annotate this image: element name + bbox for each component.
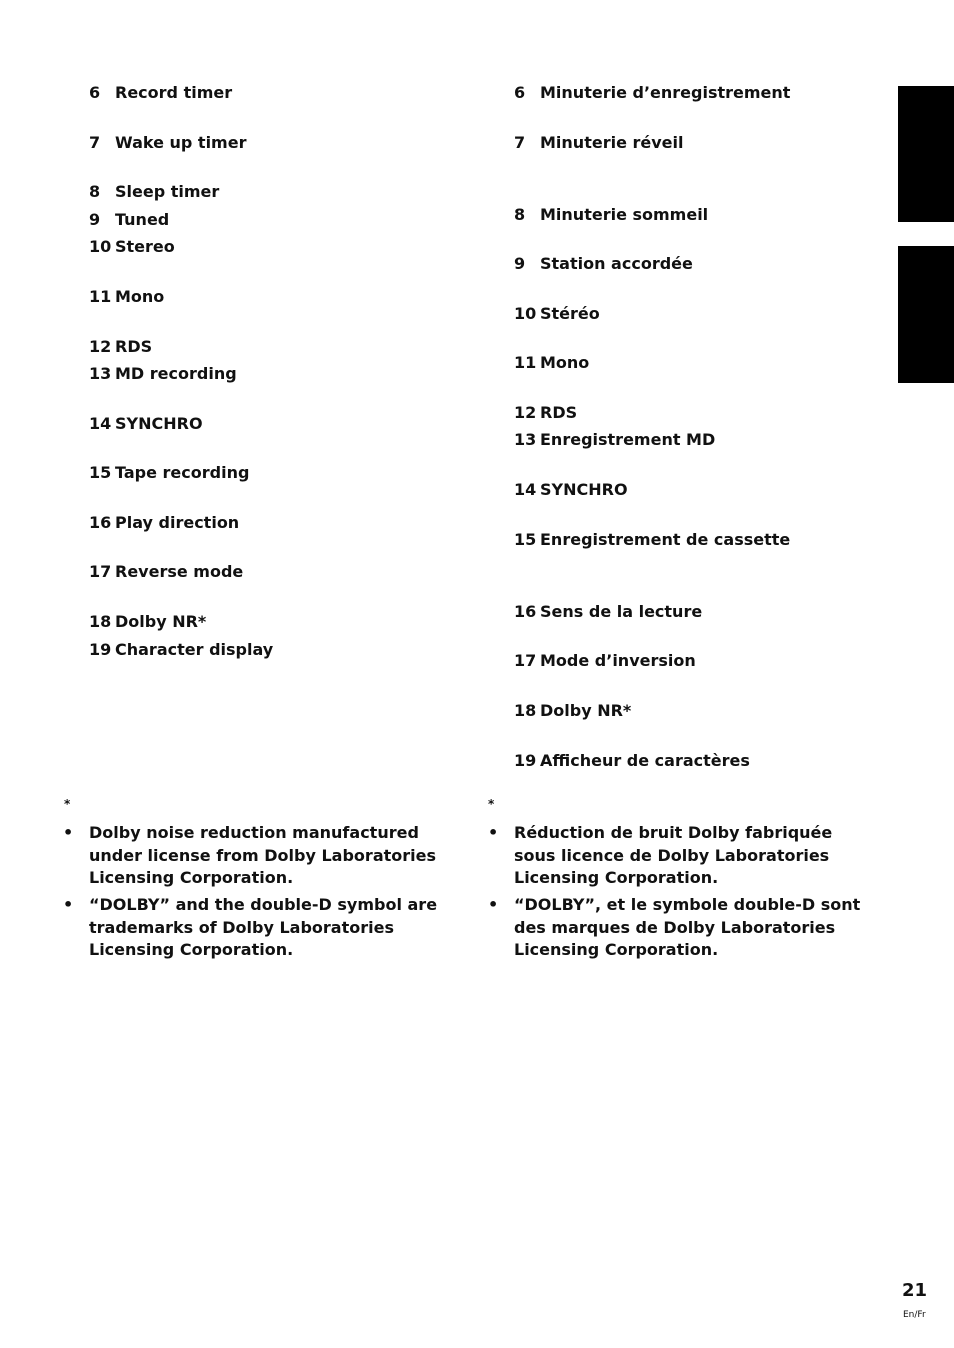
item-label: Tape recording xyxy=(115,463,250,482)
item-number: 17 xyxy=(89,562,112,581)
page-number: 21 xyxy=(902,1280,928,1301)
bullet-glyph: • xyxy=(488,895,499,914)
footnote-text: “DOLBY”, et le symbole double-D sont des marques de Dolby Laboratories Licensing Corporation. xyxy=(514,895,861,959)
item-label: Enregistrement de cassette xyxy=(540,530,791,549)
item-label: Dolby NR* xyxy=(540,701,632,720)
item-number: 11 xyxy=(89,287,112,306)
item-label: Mode d’inversion xyxy=(540,651,696,670)
item-label: Record timer xyxy=(115,83,233,102)
item-number: 19 xyxy=(514,751,537,770)
item-label: SYNCHRO xyxy=(540,480,628,499)
item-label: Minuterie sommeil xyxy=(540,205,709,224)
bullet-glyph: • xyxy=(63,823,74,842)
side-tab-english xyxy=(898,86,954,222)
item-label: RDS xyxy=(115,337,153,356)
footnote-text: Dolby noise reduction manufactured under license from Dolby Laboratories Licensing Corporation. xyxy=(89,823,436,887)
footnote-text: “DOLBY” and the double-D symbol are trademarks of Dolby Laboratories Licensing Corporation. xyxy=(89,895,438,959)
item-number: 9 xyxy=(514,254,526,273)
item-number: 8 xyxy=(514,205,526,224)
item-number: 10 xyxy=(89,237,112,256)
item-number: 18 xyxy=(89,612,112,631)
item-label: Sleep timer xyxy=(115,182,220,201)
item-label: Minuterie d’enregistrement xyxy=(540,83,791,102)
item-number: 17 xyxy=(514,651,537,670)
item-label: Character display xyxy=(115,640,274,659)
item-number: 9 xyxy=(89,210,101,229)
item-label: SYNCHRO xyxy=(115,414,203,433)
footnote-bullet xyxy=(63,894,449,962)
item-number: 7 xyxy=(89,133,101,152)
item-label: Tuned xyxy=(115,210,170,229)
item-number: 12 xyxy=(89,337,112,356)
item-number: 16 xyxy=(514,602,537,621)
item-label: Stéréo xyxy=(540,304,600,323)
footnote-marker: * xyxy=(64,797,71,811)
item-label: Mono xyxy=(115,287,165,306)
item-label: Mono xyxy=(540,353,590,372)
item-number: 16 xyxy=(89,513,112,532)
item-number: 18 xyxy=(514,701,537,720)
item-number: 6 xyxy=(89,83,101,102)
item-number: 15 xyxy=(89,463,112,482)
item-number: 13 xyxy=(514,430,537,449)
item-label: Dolby NR* xyxy=(115,612,207,631)
item-number: 13 xyxy=(89,364,112,383)
item-number: 19 xyxy=(89,640,112,659)
footnote-bullet xyxy=(488,894,874,962)
item-number: 12 xyxy=(514,403,537,422)
footnote-marker: * xyxy=(488,797,495,811)
item-label: Play direction xyxy=(115,513,240,532)
item-label: Station accordée xyxy=(540,254,693,273)
item-label: MD recording xyxy=(115,364,237,383)
footnote-text: Réduction de bruit Dolby fabriquée sous licence de Dolby Laboratories Licensing Corporation. xyxy=(514,823,833,887)
item-number: 14 xyxy=(514,480,537,499)
item-number: 14 xyxy=(89,414,112,433)
item-number: 10 xyxy=(514,304,537,323)
language-code: En/Fr xyxy=(903,1310,926,1320)
side-tab-french xyxy=(898,246,954,383)
item-label: Wake up timer xyxy=(115,133,247,152)
item-label: Sens de la lecture xyxy=(540,602,703,621)
bullet-glyph: • xyxy=(63,895,74,914)
item-label: Stereo xyxy=(115,237,175,256)
item-label: Afficheur de caractères xyxy=(540,751,750,770)
footnote-bullet xyxy=(63,822,449,890)
item-number: 6 xyxy=(514,83,526,102)
item-label: Enregistrement MD xyxy=(540,430,716,449)
bullet-glyph: • xyxy=(488,823,499,842)
item-label: Minuterie réveil xyxy=(540,133,684,152)
item-label: Reverse mode xyxy=(115,562,244,581)
item-number: 15 xyxy=(514,530,537,549)
item-number: 7 xyxy=(514,133,526,152)
item-number: 11 xyxy=(514,353,537,372)
item-number: 8 xyxy=(89,182,101,201)
item-label: RDS xyxy=(540,403,578,422)
footnote-bullet xyxy=(488,822,874,890)
